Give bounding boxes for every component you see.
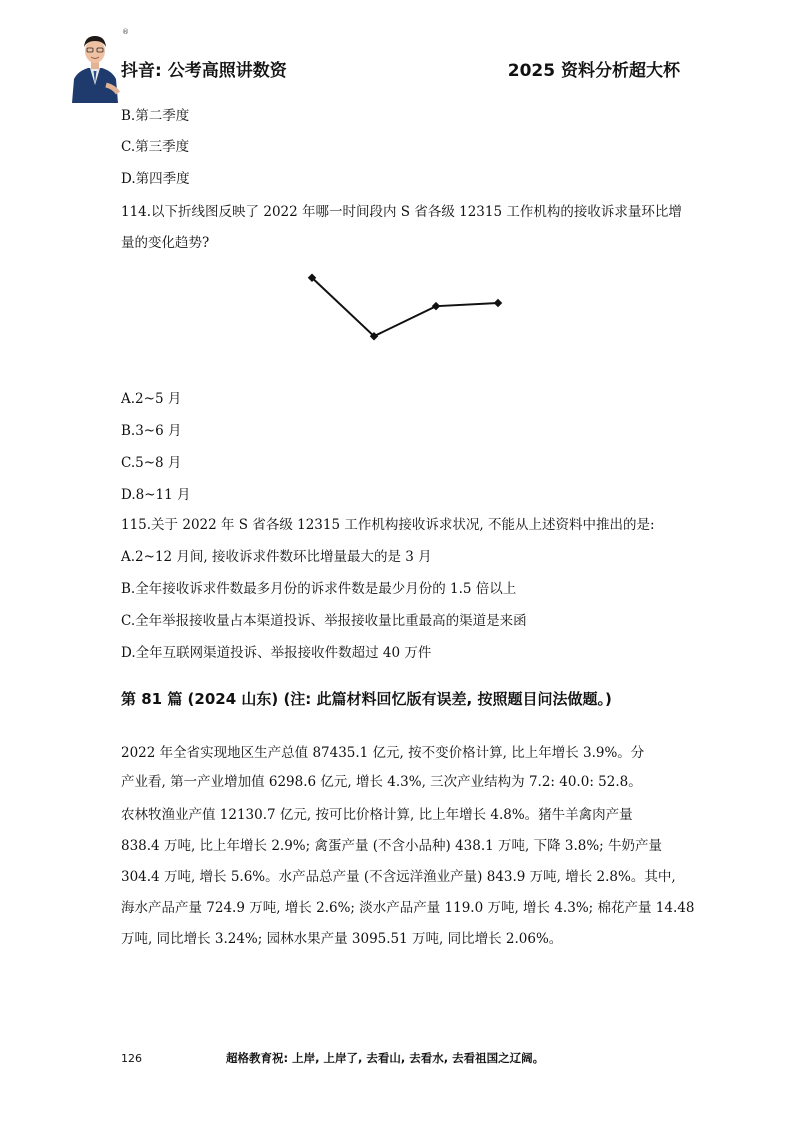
trend-line-chart xyxy=(300,265,510,360)
q115-option-a: A.2~12 月间, 接收诉求件数环比增量最大的是 3 月 xyxy=(121,549,432,565)
q113-option-d: D.第四季度 xyxy=(121,171,190,187)
q114-option-a: A.2~5 月 xyxy=(121,391,182,407)
q115-stem: 115.关于 2022 年 S 省各级 12315 工作机构接收诉求状况, 不能从上述资料中推出的是: xyxy=(121,517,655,533)
paragraph2-line1: 农林牧渔业产值 12130.7 亿元, 按可比价格计算, 比上年增长 4.8%。猪牛羊禽肉产量 xyxy=(121,807,633,823)
q113-option-c: C.第三季度 xyxy=(121,139,190,155)
q114-option-c: C.5~8 月 xyxy=(121,455,182,471)
paragraph1-line1: 2022 年全省实现地区生产总值 87435.1 亿元, 按不变价格计算, 比上年增长 3.9%。分 xyxy=(121,745,645,761)
author-avatar xyxy=(68,27,122,103)
paragraph1-line2: 产业看, 第一产业增加值 6298.6 亿元, 增长 4.3%, 三次产业结构为 7.2: 40.0: 52.8。 xyxy=(121,774,642,790)
author-photo-icon xyxy=(68,27,122,103)
page-number: 126 xyxy=(121,1052,142,1065)
q115-option-d: D.全年互联网渠道投诉、举报接收件数超过 40 万件 xyxy=(121,645,432,661)
paragraph2-line4: 海水产品产量 724.9 万吨, 增长 2.6%; 淡水产品产量 119.0 万吨, 增长 4.3%; 棉花产量 14.48 xyxy=(121,900,695,916)
paragraph2-line5: 万吨, 同比增长 3.24%; 园林水果产量 3095.51 万吨, 同比增长 2.06%。 xyxy=(121,931,563,947)
data-point-3 xyxy=(432,302,440,310)
header-left-title: 抖音: 公考高照讲数资 xyxy=(121,61,287,81)
q115-option-b: B.全年接收诉求件数最多月份的诉求件数是最少月份的 1.5 倍以上 xyxy=(121,581,517,597)
q114-option-b: B.3~6 月 xyxy=(121,423,182,439)
q114-option-d: D.8~11 月 xyxy=(121,487,191,503)
data-point-4 xyxy=(494,299,502,307)
section-title: 第 81 篇 (2024 山东) (注: 此篇材料回忆版有误差, 按照题目问法做题。) xyxy=(121,690,612,708)
registered-mark: ® xyxy=(122,28,129,36)
page-header xyxy=(0,0,800,110)
q115-option-c: C.全年举报接收量占本渠道投诉、举报接收量比重最高的渠道是来函 xyxy=(121,613,527,629)
q114-stem-line1: 114.以下折线图反映了 2022 年哪一时间段内 S 省各级 12315 工作机构的接收诉求量环比增 xyxy=(121,204,682,220)
paragraph2-line2: 838.4 万吨, 比上年增长 2.9%; 禽蛋产量 (不含小品种) 438.1 万吨, 下降 3.8%; 牛奶产量 xyxy=(121,838,663,854)
header-right-title: 2025 资料分析超大杯 xyxy=(507,61,680,81)
q113-option-b: B.第二季度 xyxy=(121,108,190,124)
footer-slogan: 超格教育祝: 上岸, 上岸了, 去看山, 去看水, 去看祖国之辽阔。 xyxy=(226,1051,545,1065)
series-line xyxy=(312,278,498,336)
q114-stem-line2: 量的变化趋势? xyxy=(121,235,210,251)
paragraph2-line3: 304.4 万吨, 增长 5.6%。水产品总产量 (不含远洋渔业产量) 843.9 万吨, 增长 2.8%。其中, xyxy=(121,869,676,885)
